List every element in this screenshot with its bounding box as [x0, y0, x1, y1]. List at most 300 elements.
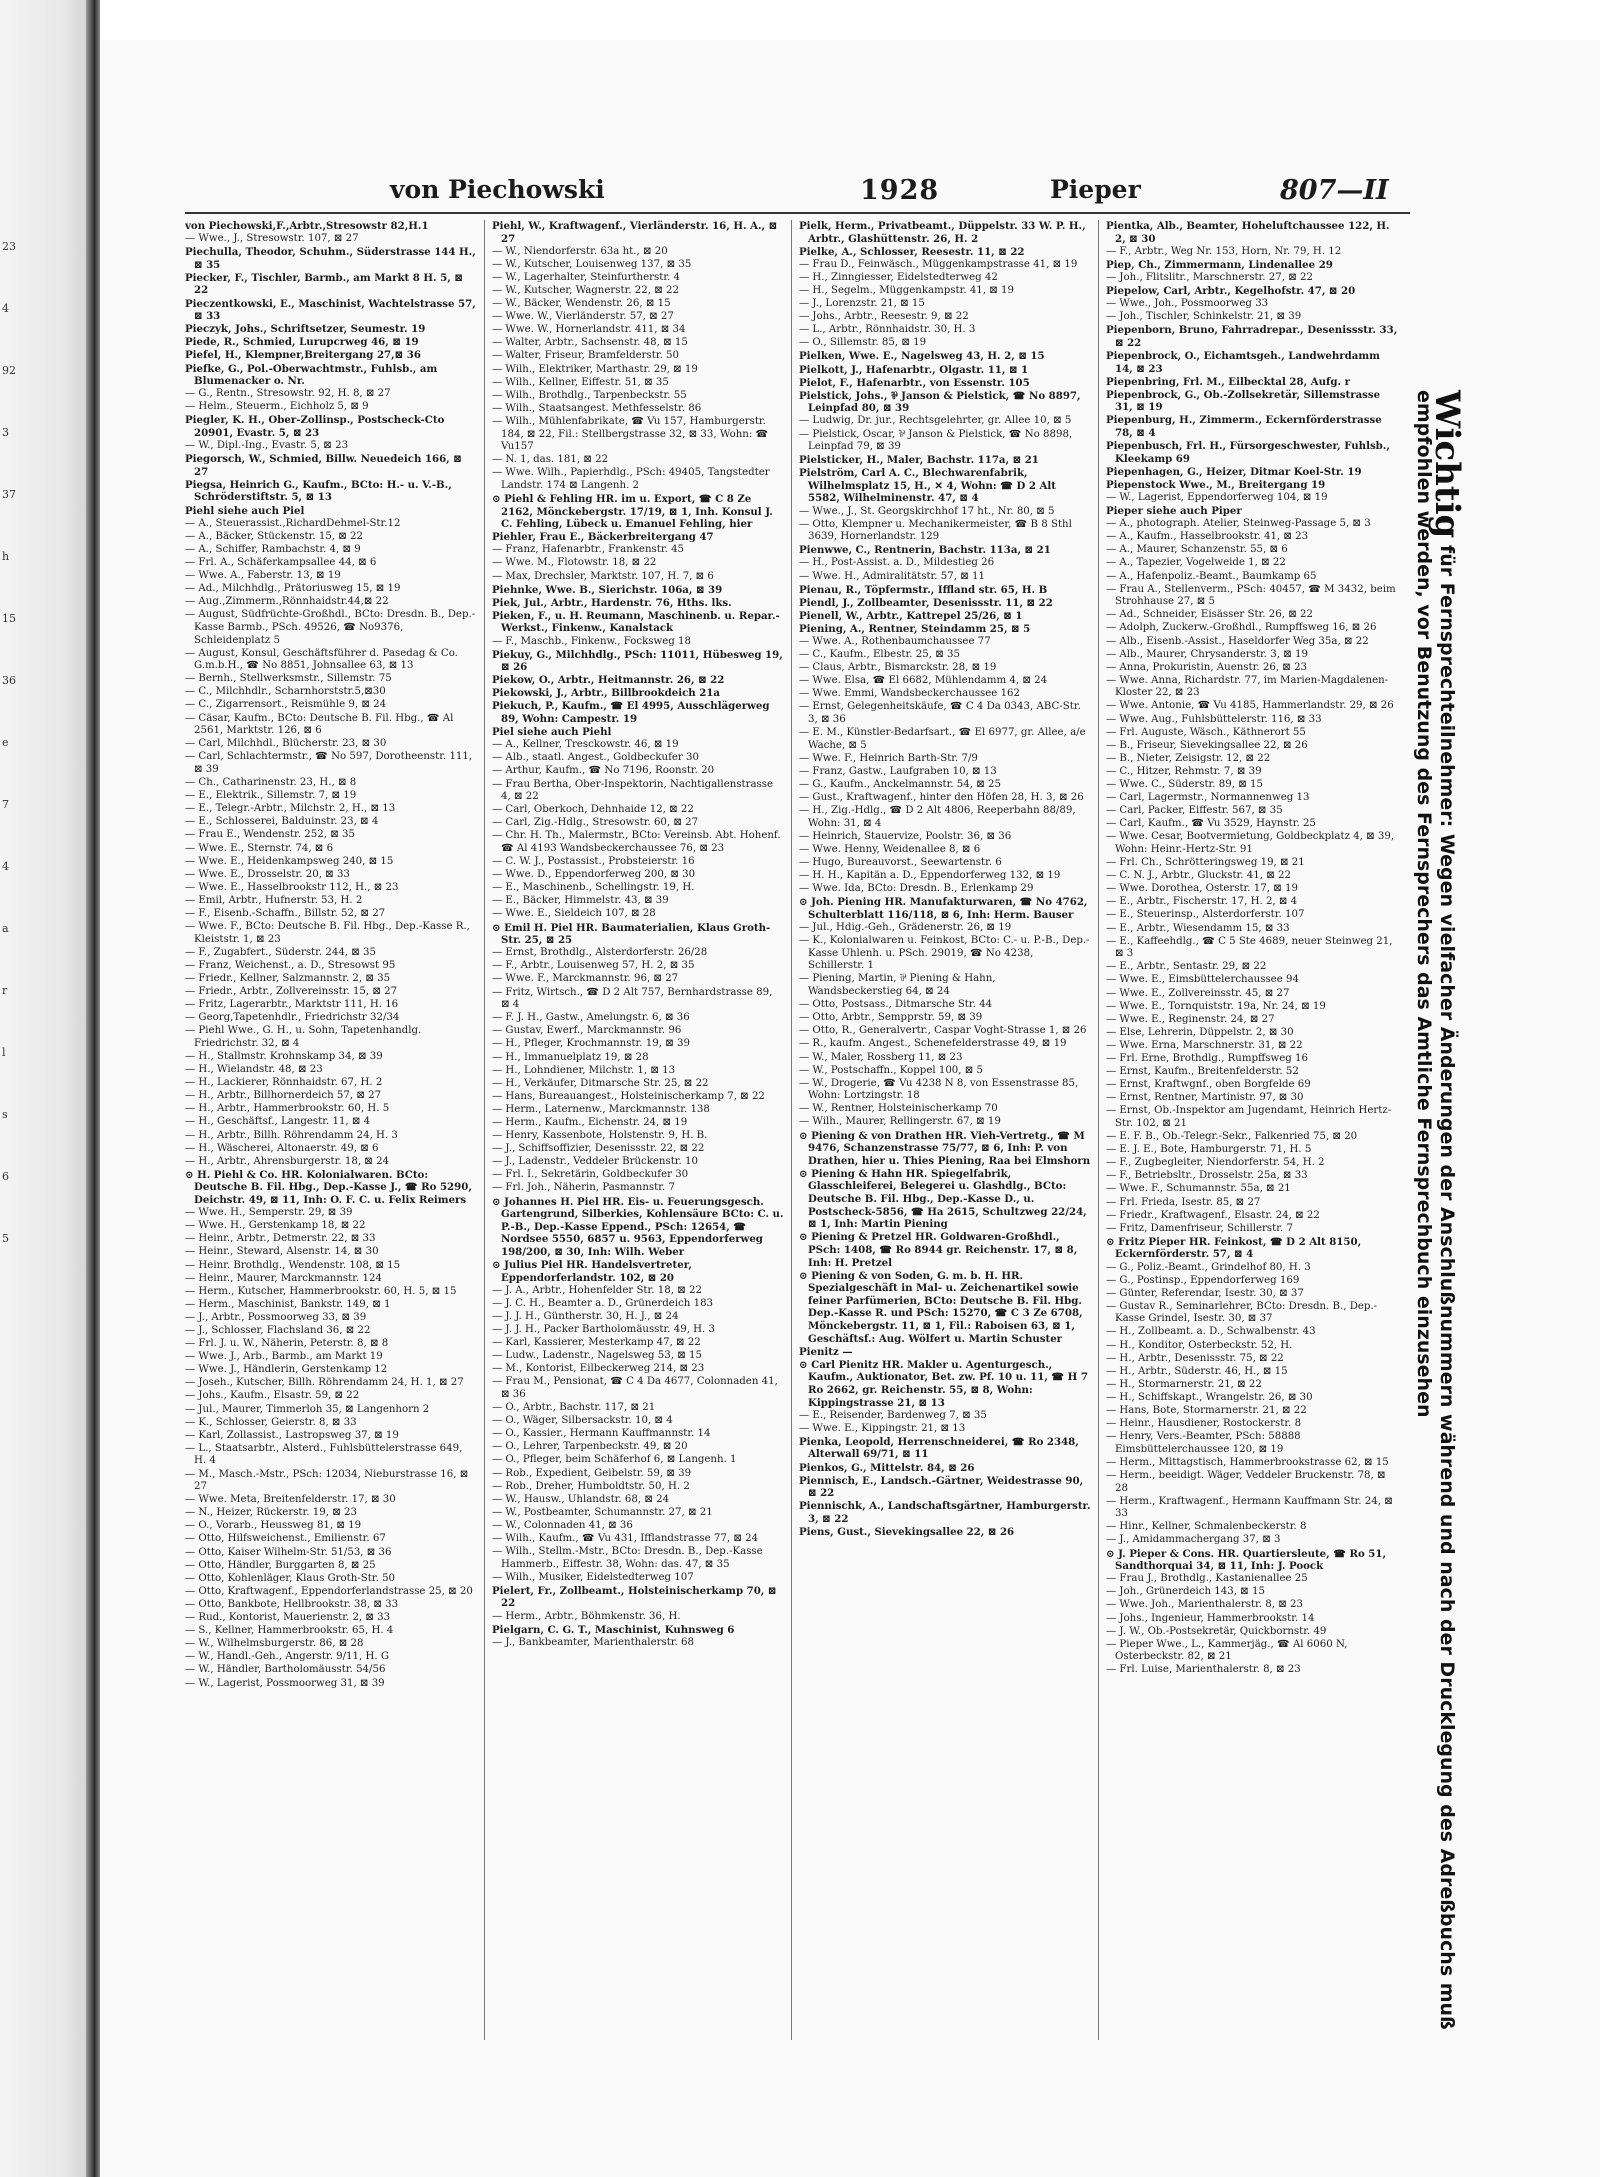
directory-entry: — H., Geschäftsf., Langestr. 11, ⊠ 4	[185, 1116, 371, 1128]
directory-entry: Piecker, F., Tischler, Barmb., am Markt 8 H. 5, ⊠ 22	[185, 271, 463, 297]
directory-entry: — Wwe. E., Reginenstr. 24, ⊠ 27	[1106, 1013, 1275, 1025]
directory-entry: Pienka, Leopold, Herrenschneiderei, ☎ Ro 2348, Alterwall 69/71, ⊠ 11	[799, 1435, 1079, 1461]
directory-entry: — O., Vorarb., Heussweg 81, ⊠ 19	[185, 1520, 362, 1532]
directory-entry: — Wwe. F., Heinrich Barth-Str. 7/9	[799, 752, 978, 764]
directory-entry: Piehnke, Wwe. B., Sierichstr. 106a, ⊠ 39	[492, 583, 723, 596]
directory-entry: — Herm., Laternenw., Marckmannstr. 138	[492, 1103, 710, 1115]
directory-entry: — H., Arbtr., Billhornerdeich 57, ⊠ 27	[185, 1090, 382, 1102]
directory-entry: — Pielstick, Oscar, ⅌ Janson & Pielstick, ☎ No 8898, Leinpfad 79, ⊠ 39	[799, 428, 1073, 453]
directory-entry: — Wwe. E., Zollvereinsstr. 45, ⊠ 27	[1106, 987, 1290, 999]
directory-entry: — Franz, Gastw., Laufgraben 10, ⊠ 13	[799, 765, 997, 777]
directory-entry: — Wwe. F., Schumannstr. 55a, ⊠ 21	[1106, 1183, 1291, 1195]
directory-entry: Piek, Jul., Arbtr., Hardenstr. 76, Hths. lks.	[492, 596, 732, 609]
directory-column-4	[1106, 220, 1398, 2040]
directory-entry: Piehl siehe auch Piel	[185, 504, 305, 517]
directory-entry: — W., Kutscher, Louisenweg 137, ⊠ 35	[492, 258, 692, 270]
directory-entry: — Bernh., Stellwerksmstr., Sillemstr. 75	[185, 673, 392, 685]
directory-entry: — Ernst, Kaufm., Breitenfelderstr. 52	[1106, 1066, 1299, 1078]
directory-entry: — J., Amidammachergang 37, ⊠ 3	[1106, 1534, 1281, 1546]
directory-entry: — H., Arbtr., Ahrensburgerstr. 18, ⊠ 24	[185, 1155, 390, 1167]
directory-entry: — Wwe. Aug., Fuhlsbüttelerstr. 116, ⊠ 33	[1106, 713, 1322, 725]
directory-entry: — H., Arbtr., Süderstr. 46, H., ⊠ 15	[1106, 1365, 1288, 1377]
side-notice	[1412, 390, 1467, 2040]
directory-entry: — O., Arbtr., Bachstr. 117, ⊠ 21	[492, 1402, 656, 1414]
left-page-fragment: a	[2, 922, 9, 935]
directory-entry: — Wilh., Elektriker, Marthastr. 29, ⊠ 19	[492, 363, 698, 375]
directory-entry: — Otto, Postsass., Ditmarsche Str. 44	[799, 999, 993, 1011]
directory-entry: Pielk, Herm., Privatbeamt., Düppelstr. 33 W. P. H., Arbtr., Glashüttenstr. 26, H. 2	[799, 220, 1086, 245]
directory-entry: — Wwe., J., St. Georgskirchhof 17 ht., Nr. 80, ⊠ 5	[799, 505, 1055, 517]
directory-entry: — A., Tapezier, Vogelweide 1, ⊠ 22	[1106, 557, 1286, 569]
directory-entry: — Karl, Kassierer, Mesterkamp 47, ⊠ 22	[492, 1337, 701, 1349]
directory-entry: — H., Pfleger, Krochmannstr. 19, ⊠ 39	[492, 1038, 690, 1050]
directory-entry: — Wilh., Brothdlg., Tarpenbeckstr. 55	[492, 389, 687, 401]
directory-entry: — Wwe. J., Händlerin, Gerstenkamp 12	[185, 1364, 388, 1376]
directory-entry: — Wwe. E., Hasselbrookstr 112, H., ⊠ 23	[185, 881, 399, 893]
directory-entry: — Wwe. A., Rothenbaumchaussee 77	[799, 636, 991, 647]
directory-entry: Pienwwe, C., Rentnerin, Bachstr. 113a, ⊠ 21	[799, 544, 1051, 557]
directory-entry: — Frl. Joh., Näherin, Pasmannstr. 7	[492, 1182, 675, 1194]
directory-entry: ⊙ J. Pieper & Cons. HR. Quartiersleute, ☎ Ro 51, Sandthorquai 34, ⊠ 11, Inh: J. Poock	[1106, 1547, 1387, 1573]
directory-entry: ⊙ Johannes H. Piel HR. Eis- u. Feuerungsgesch. Gartengrund, Silberkies, Kohlensäure BCto: C. u. P.-B., Dep.-Kasse Eppend., PSch: 12654, ☎ Nordsee 5550, 6857 u. 9563, Eppendorferweg 198/200, ⊠ 30, Inh: Wilh. Weber	[492, 1195, 784, 1258]
directory-entry: Piepenbusch, Frl. H., Fürsorgeschwester, Fuhlsb., Kleekamp 69	[1106, 440, 1390, 465]
directory-entry: — Wwe., Joh., Possmoorweg 33	[1106, 298, 1269, 310]
directory-entry: — H., Wäscherei, Altonaerstr. 49, ⊠ 6	[185, 1142, 379, 1154]
directory-entry: — Ad., Milchhdlg., Prätoriusweg 15, ⊠ 19	[185, 583, 401, 595]
directory-entry: — O., Lehrer, Tarpenbeckstr. 49, ⊠ 20	[492, 1441, 688, 1453]
directory-column-2	[492, 220, 784, 2040]
directory-entry: — Wilh., Stellm.-Mstr., BCto: Dresdn. B., Dep.-Kasse Hammerb., Eiffestr. 38, Wohn: das. 47, ⊠ 35	[492, 1546, 763, 1570]
directory-entry: — E. J. E., Bote, Hamburgerstr. 71, H. 5	[1106, 1144, 1312, 1156]
directory-entry: — G., Poliz.-Beamt., Grindelhof 80, H. 3	[1106, 1261, 1311, 1273]
directory-entry: Pielsticker, H., Maler, Bachstr. 117a, ⊠ 21	[799, 454, 1039, 467]
directory-entry: — Hinr., Kellner, Schmalenbeckerstr. 8	[1106, 1521, 1307, 1533]
directory-entry: — Rob., Expedient, Geibelstr. 59, ⊠ 39	[492, 1467, 692, 1479]
directory-entry: — C., Hitzer, Rehmstr. 7, ⊠ 39	[1106, 765, 1262, 777]
directory-entry: — Frau E., Wendenstr. 252, ⊠ 35	[185, 829, 355, 841]
directory-entry: Piefel, H., Klempner,Breitergang 27,⊠ 36	[185, 349, 421, 362]
directory-entry: Pieczentkowski, E., Maschinist, Wachtelstrasse 57, ⊠ 33	[185, 297, 476, 323]
directory-entry: — H., Wielandstr. 48, ⊠ 23	[185, 1064, 323, 1076]
directory-entry: — Alb., staatl. Angest., Goldbeckufer 30	[492, 752, 699, 764]
directory-entry: — Heinr., Steward, Alsenstr. 14, ⊠ 30	[185, 1246, 379, 1258]
directory-entry: — Ernst, Brothdlg., Alsterdorferstr. 26/28	[492, 947, 708, 959]
directory-entry: — Herm., beeidigt. Wäger, Veddeler Bruckenstr. 78, ⊠ 28	[1106, 1470, 1386, 1494]
book-binding	[86, 0, 100, 2177]
directory-entry: — O., Kassier., Hermann Kauffmannstr. 14	[492, 1428, 711, 1440]
directory-entry: — Wwe. F., BCto: Deutsche B. Fil. Hbg., Dep.-Kasse R., Kleiststr. 1, ⊠ 23	[185, 921, 470, 945]
directory-entry: — F., Maschb., Finkenw., Focksweg 18	[492, 635, 691, 647]
directory-entry: — Frl. Auguste, Wäsch., Käthnerort 55	[1106, 726, 1306, 738]
directory-entry: — Jul., Hdig.-Geh., Grädenerstr. 26, ⊠ 19	[799, 922, 1012, 934]
directory-entry: — Helm., Steuerm., Eichholz 5, ⊠ 9	[185, 401, 369, 413]
directory-entry: — E., Arbtr., Fischerstr. 17, H. 2, ⊠ 4	[1106, 896, 1298, 908]
directory-entry: — F., Betriebsltr., Drosselstr. 25a, ⊠ 33	[1106, 1170, 1308, 1182]
directory-entry: — H., Immanuelplatz 19, ⊠ 28	[492, 1051, 649, 1063]
directory-entry: — M., Kontorist, Eilbeckerweg 214, ⊠ 23	[492, 1363, 705, 1375]
directory-entry: — E. M., Künstler-Bedarfsart., ☎ El 6977, gr. Allee, a/e Wache, ⊠ 5	[799, 727, 1086, 751]
directory-entry: — O., Wäger, Silbersackstr. 10, ⊠ 4	[492, 1415, 673, 1427]
page-header	[390, 175, 1480, 209]
directory-entry: ⊙ H. Piehl & Co. HR. Kolonialwaren. BCto: Deutsche B. Fil. Hbg., Dep.-Kasse J., ☎ Ro 5290, Deichstr. 49, ⊠ 11, Inh: O. F. C. u. Felix Reimers	[185, 1168, 472, 1207]
directory-entry: — Otto, Hilfsweichenst., Emilienstr. 67	[185, 1533, 386, 1545]
column-divider	[791, 220, 792, 2040]
directory-entry: — Piehl Wwe., G. H., u. Sohn, Tapetenhandlg. Friedrichstr. 32, ⊠ 4	[185, 1025, 422, 1049]
directory-entry: Piepelow, Carl, Arbtr., Kegelhofstr. 47, ⊠ 20	[1106, 284, 1356, 297]
directory-entry: — E., Reisender, Bardenweg 7, ⊠ 35	[799, 1409, 987, 1421]
directory-entry: — Walter, Arbtr., Sachsenstr. 48, ⊠ 15	[492, 337, 688, 349]
directory-entry: Piefke, G., Pol.-Oberwachtmstr., Fuhlsb., am Blumenacker o. Nr.	[185, 362, 438, 388]
directory-entry: — Ernst, Rentner, Martinistr. 97, ⊠ 30	[1106, 1092, 1304, 1104]
directory-entry: — Ad., Schneider, Eisässer Str. 26, ⊠ 22	[1106, 609, 1313, 621]
directory-entry: — Carl, Zig.-Hdlg., Stresowstr. 60, ⊠ 27	[492, 817, 699, 829]
directory-entry: — A., photograph. Atelier, Steinweg-Passage 5, ⊠ 3	[1106, 518, 1371, 530]
left-page-fragment: 7	[2, 798, 9, 811]
directory-entry: — Aug.,Zimmerm.,Rönnhaidstr.44,⊠ 22	[185, 596, 389, 608]
directory-entry: — Frau D., Feinwäsch., Müggenkampstrasse 41, ⊠ 19	[799, 258, 1078, 270]
left-page-fragment: 6	[2, 1170, 9, 1183]
directory-entry: — Arthur, Kaufm., ☎ No 7196, Roonstr. 20	[492, 765, 715, 777]
directory-entry: Pielström, Carl A. C., Blechwarenfabrik, Wilhelmsplatz 15, H., ✕ 4, Wohn: ☎ D 2 Alt 5582, Wilhelminenstr. 47, ⊠ 4	[799, 467, 1056, 505]
directory-entry: — Wwe. Wilh., Papierhdlg., PSch: 49405, Tangstedter Landstr. 174 ⊠ Langenh. 2	[492, 467, 770, 491]
directory-entry: — H., Zollbeamt. a. D., Schwalbenstr. 43	[1106, 1326, 1316, 1338]
directory-entry: — Carl, Packer, Eiffestr. 567, ⊠ 35	[1106, 805, 1283, 817]
directory-entry: Piepenbring, Frl. M., Eilbecktal 28, Aufg. r	[1106, 375, 1350, 388]
directory-entry: — Herm., Kaufm., Eichenstr. 24, ⊠ 19	[492, 1116, 688, 1128]
directory-entry: — Wwe. Joh., Marienthalerstr. 8, ⊠ 23	[1106, 1599, 1303, 1611]
column-divider	[484, 220, 485, 2040]
directory-entry: — Joh., Flitslitr., Marschnerstr. 27, ⊠ 22	[1106, 271, 1313, 283]
directory-entry: — W., Rentner, Holsteinischerkamp 70	[799, 1103, 998, 1115]
directory-entry: — Wwe. Henny, Weidenallee 8, ⊠ 6	[799, 844, 981, 855]
directory-entry: — Wilh., Kaufm., ☎ Vu 431, Ifflandstrasse 77, ⊠ 24	[492, 1532, 759, 1544]
directory-entry: — Piening, Martin, ⅌ Piening & Hahn, Wandsbeckerstieg 64, ⊠ 24	[799, 973, 996, 998]
directory-entry: — H., Stallmstr. Krohnskamp 34, ⊠ 39	[185, 1051, 383, 1062]
directory-entry: — Wwe. D., Eppendorferweg 200, ⊠ 30	[492, 869, 696, 881]
directory-entry: — Henry, Vers.-Beamter, PSch: 58888 Eimsbüttelerchaussee 120, ⊠ 19	[1106, 1431, 1301, 1455]
directory-entry: — Friedr., Arbtr., Zollvereinsstr. 15, ⊠ 27	[185, 986, 398, 998]
directory-entry: — Frau J., Brothdlg., Kastanienallee 25	[1106, 1573, 1308, 1585]
directory-entry: Piekuch, P., Kaufm., ☎ El 4995, Ausschlägerweg 89, Wohn: Campestr. 19	[492, 700, 770, 726]
directory-entry: — Frl. I., Sekretärin, Goldbeckufer 30	[492, 1169, 689, 1181]
directory-entry: — Wwe. Dorothea, Osterstr. 17, ⊠ 19	[1106, 883, 1298, 895]
directory-entry: — Herm., Arbtr., Böhmkenstr. 36, H.	[492, 1610, 681, 1622]
directory-entry: — Carl, Lagermstr., Normannenweg 13	[1106, 792, 1310, 804]
side-notice-text	[1412, 390, 1467, 2040]
directory-entry: — Wwe. E., Kippingstr. 21, ⊠ 13	[799, 1422, 966, 1434]
directory-entry: — Joh., Grünerdeich 143, ⊠ 15	[1106, 1586, 1265, 1598]
directory-entry: — A., Kaufm., Hasselbrookstr. 41, ⊠ 23	[1106, 531, 1309, 543]
directory-entry: — H., Verkäufer, Ditmarsche Str. 25, ⊠ 22	[492, 1077, 709, 1089]
directory-entry: — O., Sillemstr. 85, ⊠ 19	[799, 337, 927, 349]
column-divider	[1098, 220, 1099, 2040]
left-page-fragment: r	[2, 984, 8, 997]
directory-entry: — J., Arbtr., Possmoorweg 33, ⊠ 39	[185, 1311, 367, 1323]
side-notice-heading: Wichtig	[1427, 390, 1467, 539]
directory-entry: — F., Arbtr., Louisenweg 57, H. 2, ⊠ 35	[492, 960, 695, 972]
directory-entry: — Wilh., Staatsangest. Methfesselstr. 86	[492, 402, 702, 414]
directory-entry: — E., Kaffeehdlg., ☎ C 5 Ste 4689, neuer Steinweg 21, ⊠ 3	[1106, 935, 1393, 960]
directory-entry: Piepenstock Wwe., M., Breitergang 19	[1106, 478, 1326, 491]
directory-entry: — Hans, Bote, Stormarnerstr. 21, ⊠ 22	[1106, 1405, 1307, 1417]
directory-entry: Piekuy, G., Milchhdlg., PSch: 11011, Hübesweg 19, ⊠ 26	[492, 648, 783, 674]
directory-entry: — K., Schlosser, Geierstr. 8, ⊠ 33	[185, 1416, 357, 1428]
directory-entry: Pielot, F., Hafenarbtr., von Essenstr. 105	[799, 376, 1030, 389]
directory-entry: — Fritz, Wirtsch., ☎ D 2 Alt 757, Bernhardstrasse 89, ⊠ 4	[492, 986, 773, 1011]
directory-entry: — Henry, Kassenbote, Holstenstr. 9, H. B.	[492, 1130, 708, 1142]
directory-entry: — Frl. J. u. W., Näherin, Peterstr. 8, ⊠ 8	[185, 1338, 389, 1350]
directory-entry: — Frl. Erne, Brothdlg., Rumpffsweg 16	[1106, 1053, 1308, 1064]
directory-entry: — Otto, Händler, Burggarten 8, ⊠ 25	[185, 1559, 376, 1571]
header-page-number: 807—II	[1280, 175, 1389, 206]
directory-entry: Pienkos, G., Mittelstr. 84, ⊠ 26	[799, 1461, 975, 1474]
directory-entry: — Ludwig, Dr. jur., Rechtsgelehrter, gr. Allee 10, ⊠ 5	[799, 415, 1072, 427]
directory-entry: — J. J. H., Güntherstr. 30, H. J., ⊠ 24	[492, 1310, 679, 1322]
directory-entry: — Alb., Eisenb.-Assist., Haseldorfer Weg 35a, ⊠ 22	[1106, 635, 1369, 647]
directory-entry: — Herm., Mittagstisch, Hammerbrookstrasse 62, ⊠ 15	[1106, 1456, 1389, 1468]
directory-entry: Pieper siehe auch Piper	[1106, 505, 1242, 518]
directory-entry: Piens, Gust., Sievekingsallee 22, ⊠ 26	[799, 1525, 1015, 1538]
directory-entry: — H., Arbtr., Hammerbrookstr. 60, H. 5	[185, 1103, 390, 1115]
directory-entry: — J., Lorenzstr. 21, ⊠ 15	[799, 298, 925, 310]
directory-entry: Piechulla, Theodor, Schuhm., Süderstrasse 144 H., ⊠ 35	[185, 246, 476, 271]
directory-entry: — Wwe. Antonie, ☎ Vu 4185, Hammerlandstr. 29, ⊠ 26	[1106, 700, 1394, 712]
directory-entry: von Piechowski,F.,Arbtr.,Stresowstr 82,H.1	[185, 220, 429, 232]
directory-entry: — G., Kaufm., Anckelmannstr. 54, ⊠ 25	[799, 779, 1001, 791]
left-page-fragment: l	[2, 1046, 6, 1059]
directory-entry: — J., Schiffsoffizier, Desenissstr. 22, ⊠ 22	[492, 1143, 705, 1155]
directory-entry: Piede, R., Schmied, Lurupcrweg 46, ⊠ 19	[185, 336, 419, 349]
directory-entry: — K., Kolonialwaren u. Feinkost, BCto: C.- u. P.-B., Dep.-Kasse Uhlenh. u. PSch. 29019, ☎ No 4238, Schillerstr. 1	[799, 935, 1090, 972]
directory-entry: — H., Schiffskapt., Wrangelstr. 26, ⊠ 30	[1106, 1391, 1313, 1403]
directory-entry: — August, Konsul, Geschäftsführer d. Pasedag & Co. G.m.b.H., ☎ No 8851, Johnsallee 63, ⊠ 13	[185, 647, 458, 672]
directory-entry: — Claus, Arbtr., Bismarckstr. 28, ⊠ 19	[799, 662, 997, 674]
directory-entry: — A., Bäcker, Stückenstr. 15, ⊠ 22	[185, 530, 364, 542]
directory-entry: — Emil, Arbtr., Hufnerstr. 53, H. 2	[185, 894, 363, 906]
directory-entry: — Ch., Catharinenstr. 23, H., ⊠ 8	[185, 777, 357, 789]
directory-entry: — Wilh., Mühlenfabrikate, ☎ Vu 157, Hamburgerstr. 184, ⊠ 22, Fil.: Stellbergstrasse 32, ⊠ 33, Wohn: ☎ Vu157	[492, 415, 769, 453]
header-year: 1928	[860, 175, 940, 206]
directory-entry: Piekow, O., Arbtr., Heitmannstr. 26, ⊠ 22	[492, 674, 725, 687]
directory-entry: — E., Arbtr., Wiesendamm 15, ⊠ 33	[1106, 922, 1290, 934]
directory-entry: Piening, A., Rentner, Steindamm 25, ⊠ 5	[799, 622, 1031, 635]
left-page-fragment: 4	[2, 302, 9, 315]
header-first-name: von Piechowski	[390, 175, 605, 204]
directory-entry: Piennisch, E., Landsch.-Gärtner, Weidestrasse 90, ⊠ 22	[799, 1474, 1084, 1500]
directory-entry: — Wwe. Erna, Marschnerstr. 31, ⊠ 22	[1106, 1039, 1303, 1051]
directory-entry: — Frau A., Stellenverm., PSch: 40457, ☎ M 3432, beim Strohhause 27, ⊠ 5	[1106, 583, 1396, 608]
directory-entry: — J. W., Ob.-Postsekretär, Quickbornstr. 49	[1106, 1625, 1327, 1637]
directory-entry: — Wwe. E., Heidenkampsweg 240, ⊠ 15	[185, 855, 394, 867]
header-last-name: Pieper	[1050, 175, 1141, 204]
directory-entry: — Wwe. H., Semperstr. 29, ⊠ 39	[185, 1207, 353, 1219]
directory-entry: — N., Heizer, Rückerstr. 19, ⊠ 23	[185, 1507, 357, 1519]
directory-entry: — Wwe. E., Eimsbüttelerchaussee 94	[1106, 974, 1299, 986]
directory-entry: — H., Zig.-Hdlg., ☎ D 2 Alt 4806, Reeperbahn 88/89, Wohn: 31, ⊠ 4	[799, 805, 1076, 829]
directory-entry: — H., Segelm., Müggenkampstr. 41, ⊠ 19	[799, 284, 1014, 296]
directory-entry: — Max, Drechsler, Marktstr. 107, H. 7, ⊠ 6	[492, 570, 714, 582]
directory-entry: Pieczyk, Johs., Schriftsetzer, Seumestr. 19	[185, 323, 426, 336]
directory-entry: ⊙ Piehl & Fehling HR. im u. Export, ☎ C 8 Ze 2162, Mönckebergstr. 17/19, ⊠ 1, Inh. Konsul J. C. Fehling, Lübeck u. Emanuel Fehling, hier	[492, 492, 773, 531]
directory-entry: — Hans, Bureauangest., Holsteinischerkamp 7, ⊠ 22	[492, 1090, 765, 1102]
directory-entry: — E., Bäcker, Himmelstr. 43, ⊠ 39	[492, 895, 669, 907]
directory-entry: — August, Südfrüchte-Großhdl., BCto: Dresdn. B., Dep.-Kasse Barmb., PSch. 49526, ☎ No9376, Schleidenplatz 5	[185, 609, 476, 646]
directory-entry: — M., Masch.-Mstr., PSch: 12034, Nieburstrasse 16, ⊠ 27	[185, 1468, 469, 1493]
directory-entry: Pieken, F., u. H. Reumann, Maschinenb. u. Repar.-Werkst., Finkenw., Kanalstack	[492, 609, 780, 635]
directory-entry: — Fritz, Damenfriseur, Schillerstr. 7	[1106, 1222, 1293, 1234]
directory-entry: — L., Arbtr., Rönnhaidstr. 30, H. 3	[799, 324, 976, 336]
directory-entry: — Ludw., Ladenstr., Nagelsweg 53, ⊠ 15	[492, 1350, 702, 1362]
directory-entry: — Heinr., Hausdiener, Rostockerstr. 8	[1106, 1418, 1302, 1430]
directory-entry: — Franz, Weichenst., a. D., Stresowst 95	[185, 959, 396, 971]
directory-entry: — Joh., Tischler, Schinkelstr. 21, ⊠ 39	[1106, 311, 1302, 323]
directory-entry: — Hugo, Bureauvorst., Seewartenstr. 6	[799, 857, 1002, 869]
directory-entry: — Wwe., J., Stresowstr. 107, ⊠ 27	[185, 233, 359, 245]
directory-entry: — Herm., Maschinist, Bankstr. 149, ⊠ 1	[185, 1298, 391, 1310]
directory-entry: — C. N. J., Arbtr., Gluckstr. 41, ⊠ 22	[1106, 870, 1291, 882]
directory-entry: — W., Colonnaden 41, ⊠ 36	[492, 1519, 633, 1531]
directory-entry: — Wwe. F., Marckmannstr. 96, ⊠ 27	[492, 973, 679, 985]
directory-entry: — Fritz, Lagerarbtr., Marktstr 111, H. 16	[185, 999, 399, 1011]
directory-entry: — G., Rentn., Stresowstr. 92, H. 8, ⊠ 27	[185, 388, 391, 400]
directory-entry: ⊙ Emil H. Piel HR. Baumaterialien, Klaus Groth-Str. 25, ⊠ 25	[492, 921, 771, 947]
directory-entry: — Johs., Arbtr., Reesestr. 9, ⊠ 22	[799, 311, 969, 323]
directory-entry: Pientka, Alb., Beamter, Hoheluftchaussee 122, H. 2, ⊠ 30	[1106, 220, 1390, 245]
directory-entry: Piekowski, J., Arbtr., Billbrookdeich 21a	[492, 687, 721, 700]
directory-entry: — Franz, Hafenarbtr., Frankenstr. 45	[492, 544, 685, 556]
directory-entry: — Chr. H. Th., Malermstr., BCto: Vereinsb. Abt. Hohenf. ☎ Al 4193 Wandsbeckerchaussee 76, ⊠ 23	[492, 830, 781, 854]
directory-entry: — H., Lohndiener, Milchstr. 1, ⊠ 13	[492, 1064, 676, 1076]
directory-entry: Pienitz —	[799, 1345, 853, 1358]
directory-entry: — F., Zugbegleiter, Niendorferstr. 54, H. 2	[1106, 1157, 1325, 1169]
directory-entry: ⊙ Joh. Piening HR. Manufakturwaren, ☎ No 4762, Schulterblatt 116/118, ⊠ 6, Inh: Herm. Bauser	[799, 896, 1088, 921]
directory-entry: — Wwe. W., Hornerlandstr. 411, ⊠ 34	[492, 324, 686, 336]
directory-entry: — J. C. H., Beamter a. D., Grünerdeich 183	[492, 1297, 714, 1309]
directory-entry: — F., Eisenb.-Schaffn., Billstr. 52, ⊠ 27	[185, 907, 386, 919]
directory-entry: — A., Steuerassist.,RichardDehmel-Str.12	[185, 517, 401, 529]
directory-entry: — Jul., Maurer, Timmerloh 35, ⊠ Langenhorn 2	[185, 1403, 430, 1415]
directory-entry: — W., Dipl.-Ing., Evastr. 5, ⊠ 23	[185, 440, 349, 452]
left-page-fragment: 36	[2, 674, 16, 687]
directory-entry: — Wilh., Kellner, Eiffestr. 51, ⊠ 35	[492, 376, 669, 388]
directory-entry: — W., Postschaffn., Koppel 100, ⊠ 5	[799, 1064, 984, 1076]
directory-entry: Piennischk, A., Landschaftsgärtner, Hamburgerstr. 3, ⊠ 22	[799, 1500, 1091, 1525]
directory-entry: — Frl. Luise, Marienthalerstr. 8, ⊠ 23	[1106, 1664, 1301, 1676]
directory-entry: — B., Friseur, Sievekingsallee 22, ⊠ 26	[1106, 739, 1308, 751]
directory-entry: — Gustav, Ewerf., Marckmannstr. 96	[492, 1025, 682, 1037]
directory-entry: — E., Elektrik., Sillemstr. 7, ⊠ 19	[185, 790, 357, 802]
directory-entry: Pielke, A., Schlosser, Reesestr. 11, ⊠ 22	[799, 245, 1025, 258]
left-page-fragment: 37	[2, 488, 16, 501]
directory-entry: Piegorsch, W., Schmied, Billw. Neuedeich 166, ⊠ 27	[185, 453, 462, 478]
directory-entry: — A., Maurer, Schanzenstr. 55, ⊠ 6	[1106, 544, 1288, 556]
directory-entry: — Wwe. Cesar, Bootvermietung, Goldbeckplatz 4, ⊠ 39, Wohn: Heinr.-Hertz-Str. 91	[1106, 831, 1395, 855]
directory-entry: — F. J. H., Gastw., Amelungstr. 6, ⊠ 36	[492, 1012, 690, 1024]
directory-entry: — Rob., Dreher, Humboldtstr. 50, H. 2	[492, 1480, 690, 1492]
directory-columns	[185, 220, 1410, 2040]
directory-entry: — Frl. Ch., Schrötteringsweg 19, ⊠ 21	[1106, 857, 1305, 869]
directory-entry: — Wwe. C., Süderstr. 89, ⊠ 15	[1106, 779, 1263, 791]
directory-entry: Pielgarn, C. G. T., Maschinist, Kuhnsweg 6	[492, 1623, 735, 1636]
directory-entry: — Frl. A., Schäferkampsallee 44, ⊠ 6	[185, 556, 377, 568]
directory-entry: — Wwe. H., Gerstenkamp 18, ⊠ 22	[185, 1220, 366, 1232]
directory-entry: — Carl, Oberkoch, Dehnhaide 12, ⊠ 22	[492, 804, 694, 816]
directory-entry: — F., Arbtr., Weg Nr. 153, Horn, Nr. 79, H. 12	[1106, 245, 1342, 257]
directory-entry: Piegler, K. H., Ober-Zollinsp., Postscheck-Cto 20901, Evastr. 5, ⊠ 23	[185, 414, 445, 439]
directory-entry: ⊙ Julius Piel HR. Handelsvertreter, Eppendorferlandstr. 102, ⊠ 20	[492, 1259, 692, 1284]
directory-entry: — A., Kellner, Tresckowstr. 46, ⊠ 19	[492, 739, 679, 751]
left-page-fragment: h	[2, 550, 10, 563]
directory-entry: — W., Kutscher, Wagnerstr. 22, ⊠ 22	[492, 284, 679, 296]
directory-entry: — W., Maler, Rossberg 11, ⊠ 23	[799, 1051, 963, 1063]
directory-entry: Pielken, Wwe. E., Nagelsweg 43, H. 2, ⊠ 15	[799, 350, 1045, 363]
left-page-fragment: 23	[2, 240, 16, 253]
directory-entry: ⊙ Piening & Pretzel HR. Goldwaren-Großhdl., PSch: 1408, ☎ Ro 8944 gr. Reichenstr. 17, ⊠ 8, Inh: H. Pretzel	[799, 1231, 1078, 1269]
directory-entry: — W., Drogerie, ☎ Vu 4238 N 8, von Essenstrasse 85, Wohn: Lortzingstr. 18	[799, 1077, 1079, 1102]
directory-entry: Piepenborn, Bruno, Fahrradrepar., Desenissstr. 33, ⊠ 22	[1106, 324, 1398, 349]
directory-entry: — H., Lackierer, Rönnhaidstr. 67, H. 2	[185, 1077, 383, 1089]
directory-entry: — Wwe. E., Drosselstr. 20, ⊠ 33	[185, 868, 350, 880]
directory-entry: — H., Konditor, Osterbeckstr. 52, H.	[1106, 1339, 1293, 1351]
directory-entry: Piehl, W., Kraftwagenf., Vierländerstr. 16, H. A., ⊠ 27	[492, 220, 778, 245]
directory-entry: — H., Zinngiesser, Eidelstedterweg 42	[799, 271, 998, 283]
directory-entry: — W., Postbeamter, Schumannstr. 27, ⊠ 21	[492, 1506, 713, 1518]
directory-entry: Piepenbrock, G., Ob.-Zollsekretär, Sillemstrasse 31, ⊠ 19	[1106, 388, 1381, 414]
directory-entry: — Wwe. A., Faberstr. 13, ⊠ 19	[185, 570, 341, 582]
directory-entry: — Ernst, Gelegenheitskäufe, ☎ C 4 Da 0343, ABC-Str. 3, ⊠ 36	[799, 701, 1081, 726]
directory-entry: — Wwe. E., Sternstr. 74, ⊠ 6	[185, 842, 334, 854]
directory-entry: — E., Schlosserei, Balduinstr. 23, ⊠ 4	[185, 816, 379, 828]
directory-entry: ⊙ Fritz Pieper HR. Feinkost, ☎ D 2 Alt 8150, Eckernförderstr. 57, ⊠ 4	[1106, 1235, 1362, 1261]
directory-entry: — Carl, Kaufm., ☎ Vu 3529, Haynstr. 25	[1106, 818, 1316, 830]
left-page-fragment: 92	[2, 364, 16, 377]
directory-entry: — Wilh., Maurer, Rellingerstr. 67, ⊠ 19	[799, 1116, 1001, 1128]
directory-entry: Piepenburg, H., Zimmerm., Eckernförderstrasse 78, ⊠ 4	[1106, 414, 1382, 439]
directory-entry: — Heinr., Arbtr., Detmerstr. 22, ⊠ 33	[185, 1233, 376, 1245]
directory-entry: — Carl, Milchhdl., Blücherstr. 23, ⊠ 30	[185, 738, 387, 750]
directory-entry: Pielstick, Johs., ⅌ Janson & Pielstick, ☎ No 8897, Leinpfad 80, ⊠ 39	[799, 389, 1081, 415]
directory-entry: — Frl. Frieda, Isestr. 85, ⊠ 27	[1106, 1196, 1261, 1208]
directory-entry: — Johs., Kaufm., Elsastr. 59, ⊠ 22	[185, 1390, 360, 1402]
directory-entry: — Herm., Kraftwagenf., Hermann Kauffmann Str. 24, ⊠ 33	[1106, 1495, 1393, 1520]
directory-entry: — Wwe. J., Arb., Barmb., am Markt 19	[185, 1351, 383, 1363]
directory-entry: — G., Postinsp., Eppendorferweg 169	[1106, 1274, 1300, 1286]
directory-entry: — Frau M., Pensionat, ☎ C 4 Da 4677, Colonnaden 41, ⊠ 36	[492, 1376, 778, 1400]
left-page-fragment: 4	[2, 860, 9, 873]
header-rule	[185, 212, 1410, 214]
directory-entry: ⊙ Piening & von Drathen HR. Vieh-Vertretg., ☎ M 9476, Schanzenstrasse 75/77, ⊠ 6, Inh: P. von Drathen, hier u. Thies Piening, Raa bei Elmshorn	[799, 1129, 1091, 1167]
directory-entry: — W., Wilhelmsburgerstr. 86, ⊠ 28	[185, 1638, 364, 1650]
directory-entry: — Wwe. Meta, Breitenfelderstr. 17, ⊠ 30	[185, 1494, 396, 1506]
directory-entry: — W., Niendorferstr. 63a ht., ⊠ 20	[492, 245, 668, 257]
directory-entry: — Heinr. Brothdlg., Wendenstr. 108, ⊠ 15	[185, 1259, 401, 1271]
directory-entry: — A., Schiffer, Rambachstr. 4, ⊠ 9	[185, 543, 361, 555]
directory-entry: — Otto, Bankbote, Hellbrookstr. 38, ⊠ 33	[185, 1598, 399, 1610]
directory-entry: — E., Steuerinsp., Alsterdorferstr. 107	[1106, 909, 1305, 921]
directory-entry: — Friedr., Kellner, Salzmannstr. 2, ⊠ 35	[185, 972, 391, 984]
directory-entry: — E., Telegr.-Arbtr., Milchstr. 2, H., ⊠ 13	[185, 803, 396, 815]
directory-entry: — Heinr., Maurer, Marckmannstr. 124	[185, 1272, 382, 1284]
left-page-fragment: e	[2, 736, 9, 749]
directory-entry: — J., Schlosser, Flachsland 36, ⊠ 22	[185, 1324, 371, 1336]
directory-entry: — Frau Bertha, Ober-Inspektorin, Nachtigallenstrasse 4, ⊠ 22	[492, 778, 774, 803]
directory-entry: — Adolph, Zuckerw.-Großhdl., Rumpffsweg 16, ⊠ 26	[1106, 622, 1377, 634]
directory-entry: — Walter, Friseur, Bramfelderstr. 50	[492, 350, 680, 362]
directory-entry: — L., Staatsarbtr., Alsterd., Fuhlsbüttelerstrasse 649, H. 4	[185, 1442, 463, 1467]
directory-entry: — Joseh., Kutscher, Billh. Röhrendamm 24, H. 1, ⊠ 27	[185, 1377, 464, 1389]
directory-entry: Pielkott, J., Hafenarbtr., Olgastr. 11, ⊠ 1	[799, 363, 1029, 376]
directory-entry: — Otto, Kohlenläger, Klaus Groth-Str. 50	[185, 1572, 396, 1584]
